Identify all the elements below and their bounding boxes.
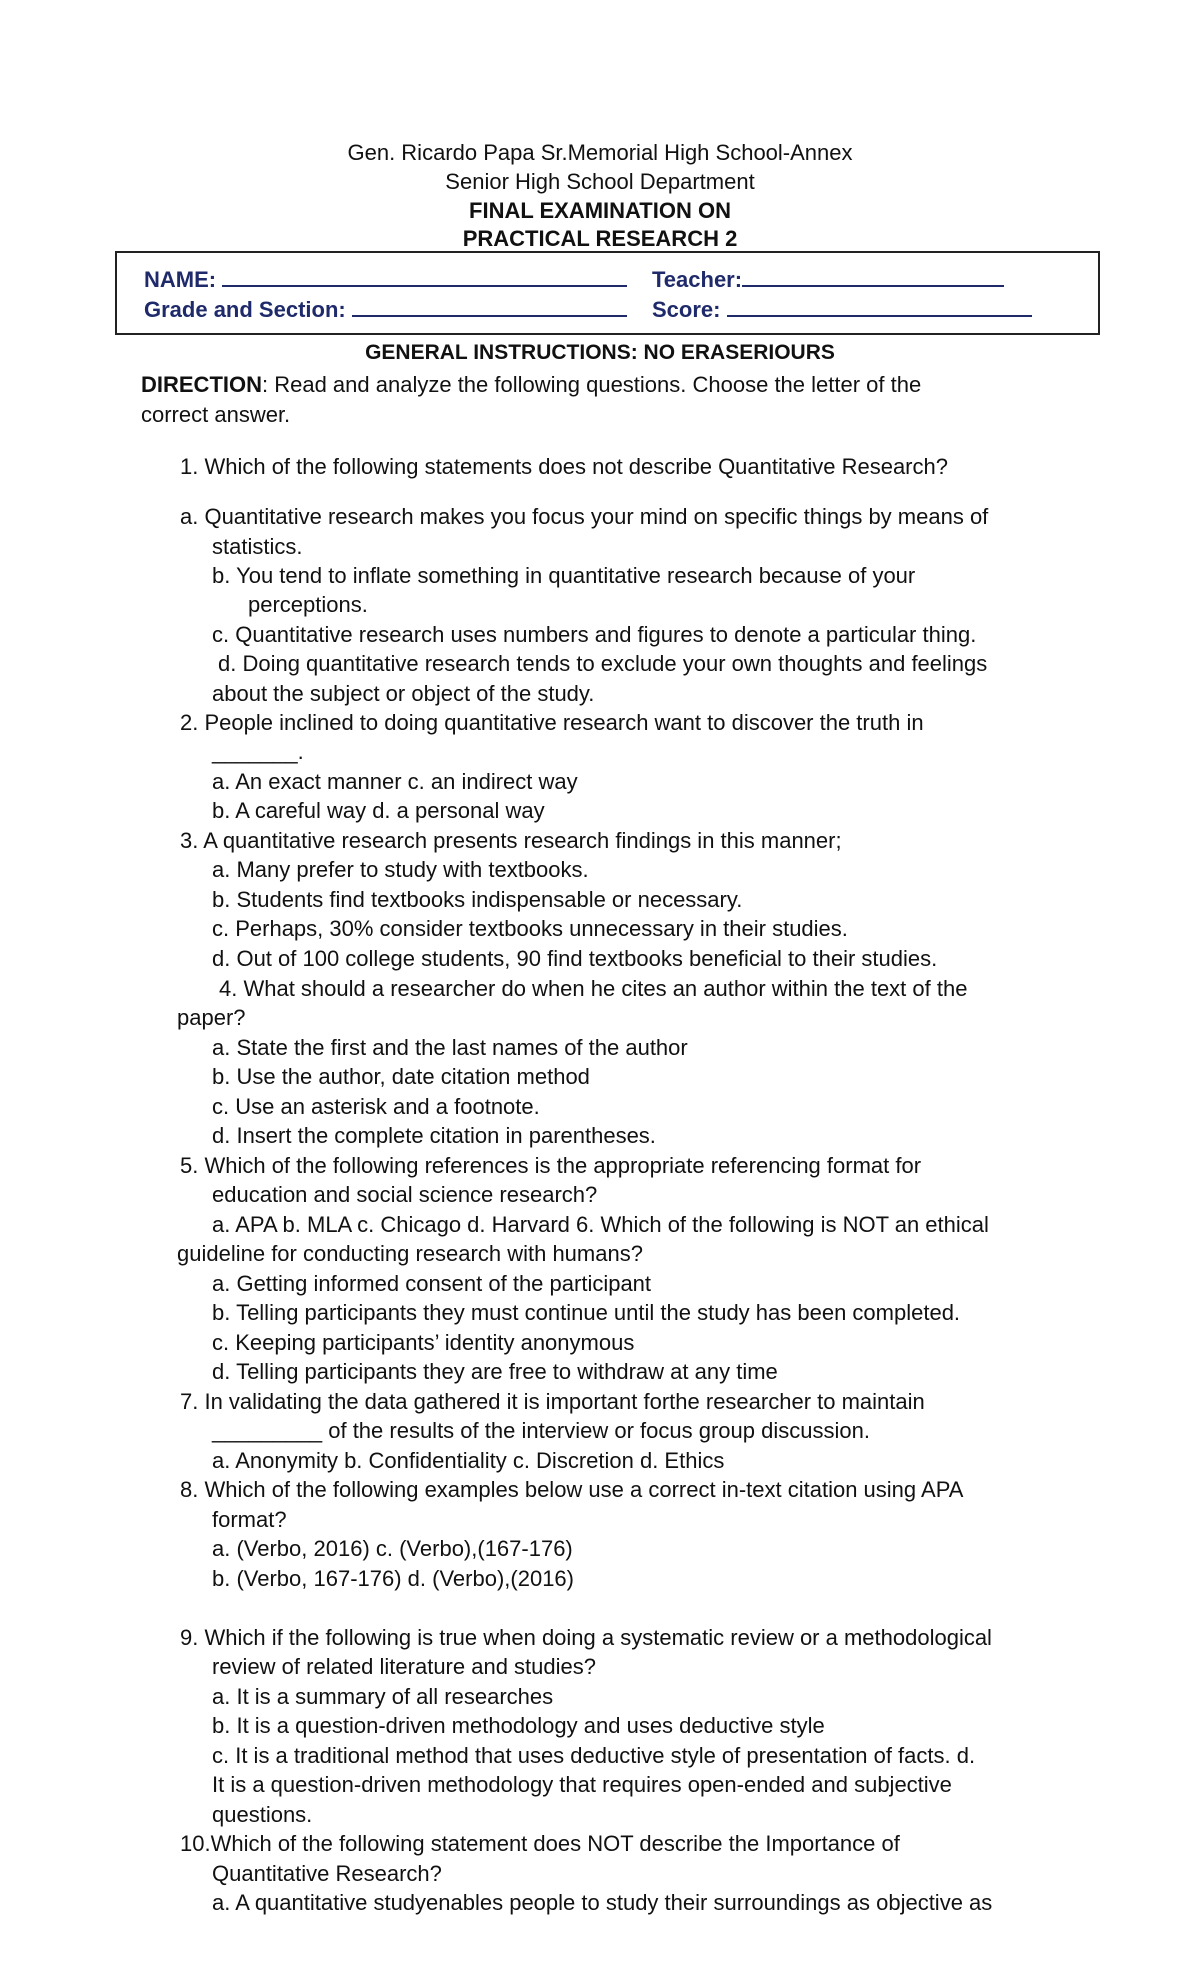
q9-option-a: a. It is a summary of all researches [212, 1684, 554, 1709]
q8-options-bd: b. (Verbo, 167-176) d. (Verbo),(2016) [212, 1566, 574, 1591]
question-2: 2. People inclined to doing quantitative research want to discover the truth in [180, 710, 924, 735]
direction-text-continued: correct answer. [141, 402, 291, 427]
score-blank[interactable] [727, 295, 1032, 317]
teacher-label: Teacher: [652, 267, 743, 292]
department-name: Senior High School Department [445, 169, 755, 194]
question-4-cont: paper? [177, 1005, 246, 1030]
q1-option-a-cont: statistics. [212, 534, 303, 559]
question-3: 3. A quantitative research presents research findings in this manner; [180, 828, 842, 853]
q3-option-d: d. Out of 100 college students, 90 find textbooks beneficial to their studies. [212, 946, 938, 971]
name-blank[interactable] [222, 265, 627, 287]
question-1: 1. Which of the following statements does not describe Quantitative Research? [180, 454, 948, 479]
q9-option-c: c. It is a traditional method that uses deductive style of presentation of facts. d. [212, 1743, 976, 1768]
question-8: 8. Which of the following examples below use a correct in-text citation using APA [180, 1477, 964, 1502]
q9-option-b: b. It is a question-driven methodology and uses deductive style [212, 1713, 825, 1738]
q8-options-ac: a. (Verbo, 2016) c. (Verbo),(167-176) [212, 1536, 573, 1561]
direction-line [141, 372, 921, 398]
question-8-cont: format? [212, 1507, 287, 1532]
score-label: Score: [652, 297, 721, 322]
q3-option-a: a. Many prefer to study with textbooks. [212, 857, 589, 882]
teacher-blank[interactable] [742, 265, 1004, 287]
grade-section-blank[interactable] [352, 295, 627, 317]
q6-option-a: a. Getting informed consent of the participant [212, 1271, 652, 1296]
question-10-cont: Quantitative Research? [212, 1861, 442, 1886]
q1-option-c: c. Quantitative research uses numbers and figures to denote a particular thing. [212, 622, 977, 647]
q3-option-b: b. Students find textbooks indispensable or necessary. [212, 887, 743, 912]
q6-option-b: b. Telling participants they must continue until the study has been completed. [212, 1300, 961, 1325]
question-5: 5. Which of the following references is the appropriate referencing format for [180, 1153, 922, 1178]
q7-options: a. Anonymity b. Confidentiality c. Discretion d. Ethics [212, 1448, 725, 1473]
q10-option-a: a. A quantitative studyenables people to study their surroundings as objective as [212, 1890, 993, 1915]
q9-option-d: It is a question-driven methodology that requires open-ended and subjective [212, 1772, 952, 1797]
q2-options-ac: a. An exact manner c. an indirect way [212, 769, 578, 794]
question-2-cont: _______. [212, 739, 304, 764]
q4-option-a: a. State the first and the last names of the author [212, 1035, 688, 1060]
question-5-cont: education and social science research? [212, 1182, 598, 1207]
q4-option-b: b. Use the author, date citation method [212, 1064, 590, 1089]
q6-option-c: c. Keeping participants’ identity anonymous [212, 1330, 635, 1355]
school-name: Gen. Ricardo Papa Sr.Memorial High School-Annex [347, 140, 853, 165]
student-info-box [115, 251, 1100, 335]
grade-section-field[interactable] [144, 295, 627, 323]
question-7-cont: _________ of the results of the interview or focus group discussion. [212, 1418, 870, 1443]
grade-section-label: Grade and Section: [144, 297, 346, 322]
question-9-cont: review of related literature and studies? [212, 1654, 596, 1679]
question-9: 9. Which if the following is true when doing a systematic review or a methodological [180, 1625, 992, 1650]
general-instructions: GENERAL INSTRUCTIONS: NO ERASERIOURS [365, 341, 835, 364]
q5-options-and-question-6: a. APA b. MLA c. Chicago d. Harvard 6. Which of the following is NOT an ethical [212, 1212, 989, 1237]
q6-option-d: d. Telling participants they are free to withdraw at any time [212, 1359, 778, 1384]
q1-option-a: a. Quantitative research makes you focus your mind on specific things by means of [180, 504, 989, 529]
q1-option-d-cont: about the subject or object of the study. [212, 681, 595, 706]
direction-label: DIRECTION [141, 372, 262, 397]
q9-option-d-cont: questions. [212, 1802, 313, 1827]
q4-option-c: c. Use an asterisk and a footnote. [212, 1094, 540, 1119]
q1-option-b-cont: perceptions. [248, 592, 368, 617]
exam-title-line1: FINAL EXAMINATION ON [469, 198, 731, 223]
q4-option-d: d. Insert the complete citation in parentheses. [212, 1123, 656, 1148]
direction-text: : Read and analyze the following questions. Choose the letter of the [262, 372, 922, 397]
score-field[interactable] [652, 295, 1032, 323]
question-7: 7. In validating the data gathered it is important forthe researcher to maintain [180, 1389, 925, 1414]
q1-option-b: b. You tend to inflate something in quantitative research because of your [212, 563, 916, 588]
q1-option-d: d. Doing quantitative research tends to exclude your own thoughts and feelings [218, 651, 988, 676]
question-6-cont: guideline for conducting research with humans? [177, 1241, 643, 1266]
question-4: 4. What should a researcher do when he cites an author within the text of the [219, 976, 968, 1001]
question-10: 10.Which of the following statement does NOT describe the Importance of [180, 1831, 900, 1856]
name-field[interactable] [144, 265, 627, 293]
q2-options-bd: b. A careful way d. a personal way [212, 798, 545, 823]
q3-option-c: c. Perhaps, 30% consider textbooks unnecessary in their studies. [212, 916, 848, 941]
exam-title-line2: PRACTICAL RESEARCH 2 [462, 226, 738, 251]
name-label: NAME: [144, 267, 217, 292]
teacher-field[interactable] [652, 265, 1004, 293]
